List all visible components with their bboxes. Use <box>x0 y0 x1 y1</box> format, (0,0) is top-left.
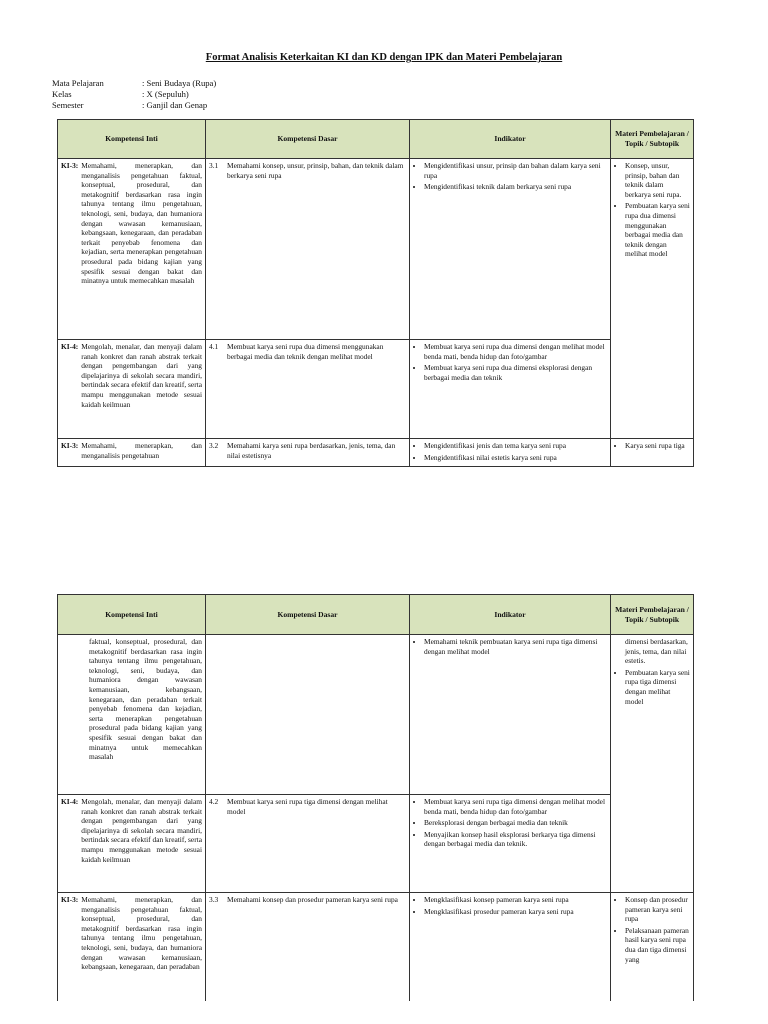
table-row <box>58 795 694 893</box>
table-row <box>58 159 694 340</box>
indikator-cell <box>410 159 611 340</box>
indikator-item: • Mengklasifikasi prosedur pameran karya seni rupa <box>424 907 607 917</box>
ki-code: KI-4: <box>61 797 79 806</box>
indikator-item: • Membuat karya seni rupa dua dimensi dengan melihat model benda mati, benda hidup dan foto/gambar <box>424 342 607 361</box>
indikator-cell <box>410 439 611 467</box>
indikator-cell <box>410 893 611 1001</box>
ki-code: KI-3: <box>61 895 79 904</box>
header-kompetensi-inti: Kompetensi Inti <box>58 120 206 159</box>
table-row <box>58 340 694 439</box>
header-materi: Materi Pembelajaran / Topik / Subtopik <box>611 595 694 635</box>
meta-label: Semester <box>52 100 84 110</box>
header-materi: Materi Pembelajaran / Topik / Subtopik <box>611 120 694 159</box>
meta-value: : Seni Budaya (Rupa) <box>142 78 217 88</box>
materi-cell <box>611 893 694 1001</box>
meta-label: Mata Pelajaran <box>52 78 104 88</box>
meta-value: : Ganjil dan Genap <box>142 100 208 110</box>
document-title: Format Analisis Keterkaitan KI dan KD dengan IPK dan Materi Pembelajaran <box>205 52 563 63</box>
materi-item: • Pembuatan karya seni rupa dua dimensi menggunakan berbagai media dan teknik dengan melihat model <box>625 201 690 259</box>
meta-info <box>52 78 216 111</box>
meta-row-subject <box>52 78 216 89</box>
indikator-item: • Mengidentifikasi teknik dalam berkarya seni rupa <box>424 182 607 192</box>
kd-cell <box>206 340 410 439</box>
header-kompetensi-dasar: Kompetensi Dasar <box>206 595 410 635</box>
kd-number: 3.3 <box>209 895 219 904</box>
materi-cell <box>611 635 694 893</box>
ki-cell <box>58 159 206 340</box>
kd-cell <box>206 439 410 467</box>
header-kompetensi-inti: Kompetensi Inti <box>58 595 206 635</box>
materi-cell <box>611 159 694 439</box>
indikator-item: • Mengklasifikasi konsep pameran karya seni rupa <box>424 895 607 905</box>
kd-text: Memahami karya seni rupa berdasarkan, jenis, tema, dan nilai estetisnya <box>227 441 396 460</box>
indikator-item: • Bereksplorasi dengan berbagai media dan teknik <box>424 818 607 828</box>
ki-text: Mengolah, menalar, dan menyaji dalam ranah konkret dan ranah abstrak terkait dengan pengembangan dari yang dipelajarinya di sekolah secara mandiri, bertindak secara efektif dan kreatif, serta mampu menggunakan metode sesuai kaidah keilmuan <box>81 342 202 409</box>
meta-row-semester <box>52 100 216 111</box>
ki-text: Memahami, menerapkan, dan menganalisis pengetahuan faktual, konseptual, prosedural, dan metakognitif berdasarkan rasa ingin tahunya tentang ilmu pengetahuan, teknologi, seni, budaya, dan humaniora dengan wawasan kemanusiaan, kebangsaan, kenegaraan, dan peradaban <box>81 895 202 972</box>
meta-label: Kelas <box>52 89 72 99</box>
kd-text: Memahami konsep dan prosedur pameran karya seni rupa <box>227 895 398 904</box>
header-kompetensi-dasar: Kompetensi Dasar <box>206 120 410 159</box>
table-header-row <box>58 120 694 159</box>
indikator-cell <box>410 340 611 439</box>
ki-cell <box>58 340 206 439</box>
table-row <box>58 893 694 1001</box>
meta-value: : X (Sepuluh) <box>142 89 189 99</box>
materi-item: • Karya seni rupa tiga <box>625 441 690 451</box>
kd-number: 4.1 <box>209 342 219 351</box>
kd-number: 4.2 <box>209 797 219 806</box>
kd-cell <box>206 893 410 1001</box>
materi-item: • Konsep dan prosedur pameran karya seni rupa <box>625 895 690 924</box>
ki-text: faktual, konseptual, prosedural, dan metakognitif berdasarkan rasa ingin tahunya tentang ilmu pengetahuan, teknologi, seni, budaya, dan humaniora dengan wawasan kemanusiaan, kebangsaan, kenegaraan, dan peradaban terkait penyebab fenomena dan kejadian, serta menerapkan pengetahuan prosedural pada bidang kajian yang spesifik sesuai dengan bakat dan minatnya untuk memecahkan masalah <box>89 637 202 762</box>
ki-code: KI-4: <box>61 342 79 351</box>
indikator-item: • Membuat karya seni rupa dua dimensi eksplorasi dengan berbagai media dan teknik <box>424 363 607 382</box>
ki-cell <box>58 893 206 1001</box>
table-row <box>58 635 694 795</box>
materi-item: • Konsep, unsur, prinsip, bahan dan teknik dalam berkarya seni rupa. <box>625 161 690 199</box>
kd-cell <box>206 635 410 795</box>
meta-row-class <box>52 89 216 100</box>
indikator-item: • Mengidentifikasi jenis dan tema karya seni rupa <box>424 441 607 451</box>
kd-text: Membuat karya seni rupa tiga dimensi dengan melihat model <box>227 797 388 816</box>
indikator-cell <box>410 795 611 893</box>
indikator-item: • Memahami teknik pembuatan karya seni rupa tiga dimensi dengan melihat model <box>424 637 607 656</box>
kd-text: Memahami konsep, unsur, prinsip, bahan, dan teknik dalam berkarya seni rupa <box>227 161 404 180</box>
kd-text: Membuat karya seni rupa dua dimensi menggunakan berbagai media dan teknik dengan melihat model <box>227 342 384 361</box>
materi-continued: dimensi berdasarkan, jenis, tema, dan nilai estetis. <box>625 637 688 666</box>
ki-code: KI-3: <box>61 161 79 170</box>
indikator-item: • Mengidentifikasi nilai estetis karya seni rupa <box>424 453 607 463</box>
materi-item: • Pelaksanaan pameran hasil karya seni rupa dua dan tiga dimensi yang <box>625 926 690 964</box>
table-header-row <box>58 595 694 635</box>
ki-text: Memahami, menerapkan, dan menganalisis pengetahuan <box>81 441 202 460</box>
table-row <box>58 439 694 467</box>
kd-cell <box>206 795 410 893</box>
ki-cell <box>58 795 206 893</box>
indikator-item: • Menyajikan konsep hasil eksplorasi berkarya tiga dimensi dengan berbagai media dan teknik. <box>424 830 607 849</box>
ki-text: Mengolah, menalar, dan menyaji dalam ranah konkret dan ranah abstrak terkait dengan pengembangan dari yang dipelajarinya di sekolah secara mandiri, bertindak secara efektif dan kreatif, serta mampu menggunakan metode sesuai kaidah keilmuan <box>81 797 202 864</box>
ki-text: Memahami, menerapkan, dan menganalisis pengetahuan faktual, konseptual, prosedural, dan metakognitif berdasarkan rasa ingin tahunya tentang ilmu pengetahuan, teknologi, seni, budaya, dan humaniora dengan wawasan kemanusiaan, kebangsaan, kenegaraan, dan peradaban terkait penyebab fenomena dan kejadian, serta menerapkan pengetahuan prosedural pada bidang kajian yang spesifik sesuai dengan bakat dan minatnya untuk memecahkan masalah <box>81 161 202 286</box>
materi-item: • Pembuatan karya seni rupa tiga dimensi dengan melihat model <box>625 668 690 706</box>
ki-code: KI-3: <box>61 441 79 450</box>
analysis-table-1 <box>57 119 694 467</box>
kd-number: 3.2 <box>209 441 219 450</box>
indikator-item: • Membuat karya seni rupa tiga dimensi dengan melihat model benda mati, benda hidup dan foto/gambar <box>424 797 607 816</box>
kd-number: 3.1 <box>209 161 219 170</box>
indikator-item: • Mengidentifikasi unsur, prinsip dan bahan dalam karya seni rupa <box>424 161 607 180</box>
materi-cell <box>611 439 694 467</box>
ki-cell <box>58 439 206 467</box>
header-indikator: Indikator <box>410 120 611 159</box>
analysis-table-2 <box>57 594 694 1001</box>
ki-cell <box>58 635 206 795</box>
indikator-cell <box>410 635 611 795</box>
kd-cell <box>206 159 410 340</box>
header-indikator: Indikator <box>410 595 611 635</box>
